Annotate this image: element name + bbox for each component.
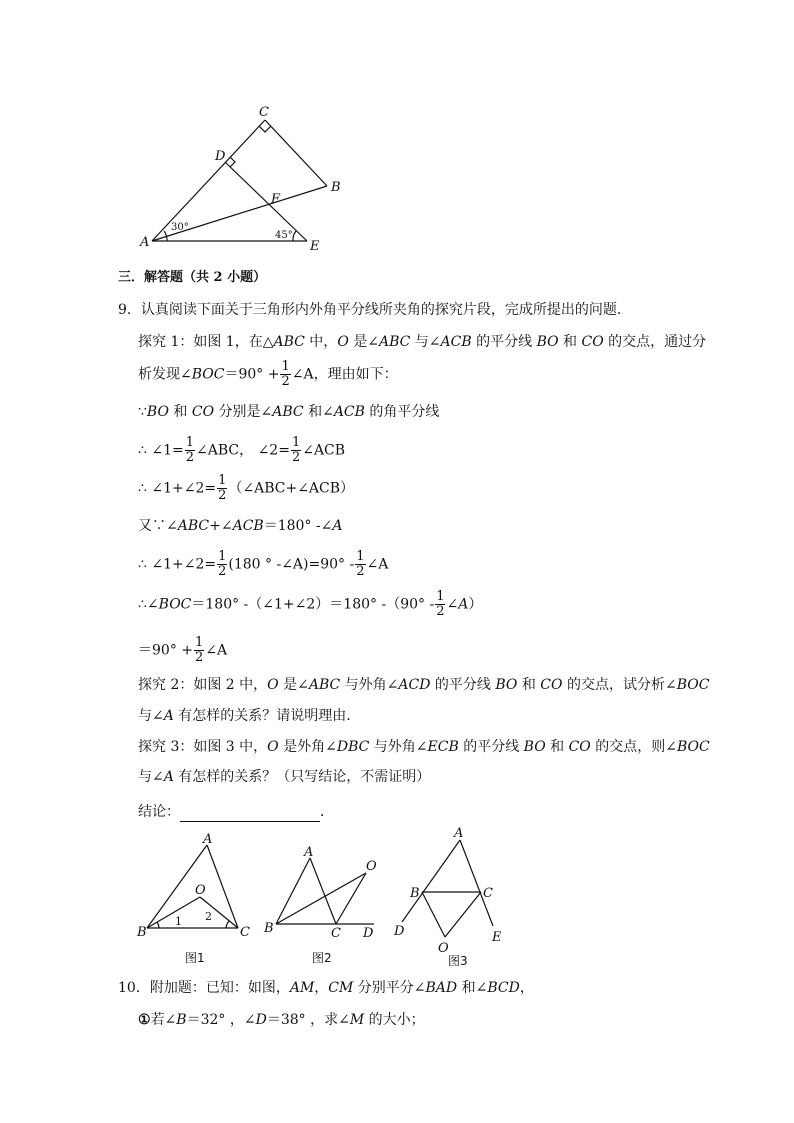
- text: 是∠: [348, 334, 379, 350]
- text: 1: [281, 359, 290, 374]
- fig1-label-a: A: [203, 832, 213, 847]
- text: ∴ ∠1+∠2=: [138, 556, 217, 573]
- text: 和: [168, 404, 192, 420]
- q9-intro-text: 认真阅读下面关于三角形内外角平分线所夹角的探究片段，完成所提出的问题．: [140, 302, 631, 318]
- text: 的交点，通过分: [603, 334, 707, 350]
- text: +∠: [209, 518, 233, 534]
- text: ECB: [427, 739, 459, 755]
- text: AM: [289, 980, 315, 996]
- text: ∴ ∠1+∠2=: [138, 480, 217, 497]
- fig3-label-b: B: [410, 886, 420, 901]
- text: 和∠: [303, 404, 334, 420]
- text: 2: [281, 374, 290, 389]
- text: 与外角∠: [340, 677, 399, 693]
- text: CO: [191, 404, 215, 420]
- text: ＝180° -（∠1+∠2）＝180° -（90° -: [191, 596, 435, 613]
- text: 探究 2：如图 2 中，: [138, 677, 268, 693]
- fraction-half: [185, 436, 195, 465]
- fig3-label-d: D: [394, 924, 405, 939]
- section-title: 三．解答题（共 2 小题）: [118, 270, 267, 285]
- text: ∠: [446, 596, 459, 613]
- text: 分别平分∠: [353, 980, 426, 996]
- reason-line2: [138, 436, 345, 465]
- angle-e-45: 45°: [275, 230, 293, 241]
- text: 和: [558, 334, 582, 350]
- label-a: A: [140, 235, 150, 250]
- fig3-label-a: A: [454, 826, 464, 841]
- text: BOC: [676, 677, 710, 693]
- reason-line5: [138, 550, 388, 579]
- figure-2: [260, 840, 385, 970]
- text: ACB: [232, 518, 264, 534]
- text: 2: [291, 450, 301, 465]
- text: M: [349, 1012, 365, 1028]
- explore2-line1: [138, 675, 709, 695]
- text: 2: [436, 604, 445, 619]
- text: 2: [185, 450, 195, 465]
- explore3-line1: [138, 737, 710, 757]
- fig2-label-c: C: [331, 926, 341, 941]
- fig3-label-c: C: [483, 886, 493, 901]
- text: BOC: [191, 366, 225, 383]
- fraction-half: [217, 550, 227, 579]
- text: 和: [517, 677, 541, 693]
- text: ）: [468, 596, 483, 613]
- text: 有怎样的关系？请说明理由．: [173, 708, 361, 724]
- text: 探究 3：如图 3 中，: [138, 739, 268, 755]
- text: 的平分线: [471, 334, 537, 350]
- fig2-label-a: A: [304, 845, 314, 860]
- label-c: C: [259, 105, 269, 120]
- explore2-line2: [138, 706, 360, 726]
- fraction-half: [355, 550, 365, 579]
- text: ABC: [308, 677, 341, 693]
- text: ＝90° +: [224, 366, 280, 383]
- fig2-label-d: D: [363, 926, 374, 941]
- text: ∵: [138, 404, 147, 420]
- text: BOC: [676, 739, 710, 755]
- text: 附加题：已知：如图，: [149, 980, 290, 996]
- text: 2: [218, 564, 227, 579]
- figure-1: [135, 830, 260, 970]
- fig1-label-b: B: [137, 925, 147, 940]
- label-e: E: [310, 239, 320, 254]
- text: 2: [195, 650, 204, 665]
- text: CO: [568, 739, 591, 755]
- q10-part1: [138, 1010, 425, 1030]
- text: 与∠: [410, 334, 441, 350]
- text: 的交点，试分析∠: [562, 677, 677, 693]
- fig3-label-o: O: [438, 941, 449, 956]
- q10-line1: [118, 978, 534, 998]
- text: 1: [291, 435, 301, 450]
- explore1-line2: [138, 360, 398, 389]
- text: CO: [540, 677, 563, 693]
- fig2-label-o: O: [366, 859, 377, 874]
- text: DBC: [336, 739, 370, 755]
- text: O: [337, 334, 349, 350]
- fraction-half: [291, 436, 301, 465]
- text: ACB: [440, 334, 472, 350]
- text: ＝38° ，求∠: [266, 1012, 350, 1028]
- conclusion-label: 结论：: [138, 804, 180, 820]
- text: B: [176, 1012, 187, 1028]
- fraction-half: [435, 590, 445, 619]
- fig1-label-o: O: [195, 883, 206, 898]
- text: A: [332, 518, 343, 534]
- text: BO: [536, 334, 559, 350]
- figure-3: [390, 825, 515, 970]
- fig1-caption: 图1: [185, 951, 205, 965]
- text: BAD: [425, 980, 458, 996]
- text: 有怎样的关系？（只写结论，不需证明）: [173, 769, 431, 785]
- label-f: F: [271, 192, 281, 207]
- text: ∴ ∠1=: [138, 442, 184, 459]
- text: CM: [328, 980, 354, 996]
- text: A: [163, 708, 174, 724]
- fraction-half: [217, 474, 227, 503]
- reason-line6: [138, 590, 482, 619]
- fig1-angle-2: 2: [205, 910, 212, 923]
- text: ，: [314, 980, 329, 996]
- text: ∠A: [366, 556, 389, 573]
- fig2-caption: 图2: [312, 951, 332, 965]
- text: BO: [146, 404, 169, 420]
- text: 中，: [304, 334, 338, 350]
- reason-line7: [138, 636, 227, 665]
- fig1-angle-1: 1: [175, 915, 182, 928]
- text: ABC: [177, 518, 210, 534]
- text: 分别是∠: [214, 404, 273, 420]
- fig2-label-b: B: [264, 921, 274, 936]
- text: ∠ACB: [302, 442, 346, 459]
- text: 1: [218, 549, 227, 564]
- text: 与∠: [138, 708, 164, 724]
- text: O: [267, 739, 279, 755]
- text: 的平分线: [458, 739, 524, 755]
- text: BOC: [158, 596, 192, 613]
- text: A: [163, 769, 174, 785]
- text: ∠A，理由如下：: [291, 366, 398, 383]
- angle-a-30: 30°: [171, 222, 189, 233]
- text: ABC: [272, 404, 304, 420]
- text: O: [267, 677, 279, 693]
- text: ＝90° +: [138, 642, 193, 659]
- text: 和: [545, 739, 569, 755]
- text: 析发现∠: [138, 366, 192, 383]
- conclusion-line: [138, 802, 334, 822]
- reason-line3: [138, 474, 354, 503]
- text: A: [458, 596, 469, 613]
- text: 的平分线: [430, 677, 496, 693]
- top-triangle-figure: [135, 100, 355, 260]
- text: 1: [185, 435, 195, 450]
- text: ACD: [398, 677, 431, 693]
- text: 与外角∠: [369, 739, 428, 755]
- text: (180 ° -∠A)=90° -: [228, 556, 355, 573]
- label-b: B: [331, 180, 341, 195]
- fig1-label-c: C: [240, 925, 250, 940]
- text: ∠ABC， ∠2=: [196, 442, 290, 459]
- conclusion-blank: [180, 807, 320, 822]
- text: ∠A: [205, 642, 228, 659]
- text: ．: [320, 804, 334, 820]
- fraction-half: [194, 636, 204, 665]
- text: 又∵∠: [138, 518, 178, 534]
- text: 的角平分线: [364, 404, 440, 420]
- text: 和∠: [457, 980, 488, 996]
- text: BCD: [487, 980, 520, 996]
- reason-line4: [138, 516, 342, 536]
- text: （∠ABC+∠ACB）: [228, 480, 355, 497]
- q9-number: 9．: [118, 302, 141, 318]
- text: ACB: [333, 404, 365, 420]
- text: D: [255, 1012, 267, 1028]
- text: ∴∠: [138, 596, 159, 613]
- text: ABC: [378, 334, 411, 350]
- text: 与∠: [138, 769, 164, 785]
- label-d: D: [215, 149, 226, 164]
- text: 2: [218, 488, 227, 503]
- part-number: ①: [138, 1012, 151, 1028]
- text: 1: [195, 635, 204, 650]
- text: 的交点，则∠: [590, 739, 677, 755]
- text: ＝32° ，∠: [186, 1012, 256, 1028]
- text: BO: [523, 739, 546, 755]
- text: 1: [436, 589, 445, 604]
- text: 探究 1：如图 1，在△: [138, 334, 274, 350]
- text: 2: [356, 564, 365, 579]
- q9-intro: [118, 300, 631, 320]
- fraction-half: [280, 360, 290, 389]
- fig3-label-e: E: [492, 930, 502, 945]
- text: BO: [495, 677, 518, 693]
- q10-number: 10．: [118, 980, 150, 996]
- explore3-line2: [138, 767, 430, 787]
- reason-line1: [138, 402, 439, 422]
- fig3-caption: 图3: [448, 954, 468, 968]
- text: ABC: [273, 334, 305, 350]
- text: 是外角∠: [278, 739, 337, 755]
- explore1-line1: [138, 332, 706, 352]
- text: 1: [218, 473, 227, 488]
- text: 的大小；: [364, 1012, 425, 1028]
- text: CO: [581, 334, 604, 350]
- text: 若∠: [150, 1012, 177, 1028]
- text: ＝180° -∠: [263, 518, 333, 534]
- text: ，: [519, 980, 534, 996]
- text: 是∠: [278, 677, 309, 693]
- text: 1: [356, 549, 365, 564]
